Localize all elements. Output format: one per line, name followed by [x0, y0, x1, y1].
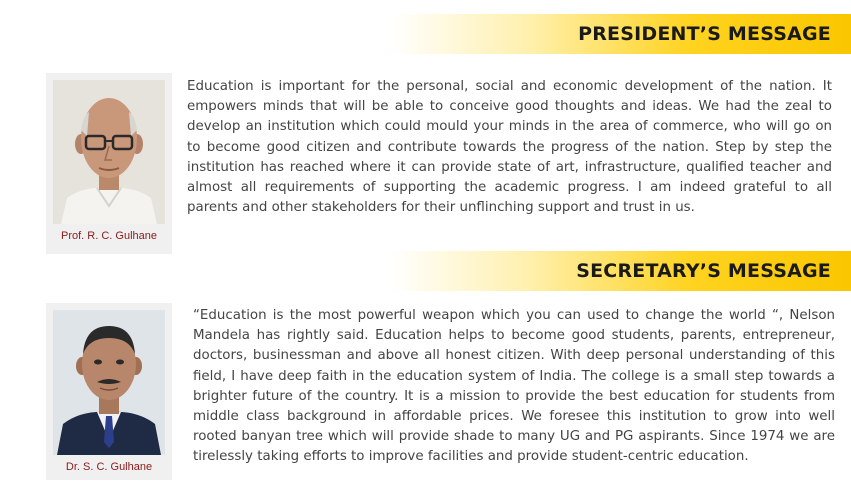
president-header: [390, 14, 851, 54]
president-photo: [53, 80, 165, 224]
secretary-photo: [53, 310, 165, 455]
secretary-message: “Education is the most powerful weapon which you can used to change the world “, Nelson Mandela has rightly said. Education helps to become good students, parents, entrepreneur, doctors, businessman and above all honest citizen. With deep personal understanding of this field, I have deep faith in the education system of India. The college is a small step towards a brighter future of the country. It is a mission to provide the best education for students from middle class background in affordable prices. We foresee this institution to grow into well rooted banyan tree which will provide shade to many UG and PG aspirants. Since 1974 we are tirelessly taking efforts to improve facilities and provide student-centric education.: [193, 308, 835, 465]
president-name: Prof. R. C. Gulhane: [61, 230, 157, 242]
secretary-name: Dr. S. C. Gulhane: [65, 461, 153, 473]
president-portrait-icon: [53, 80, 165, 224]
secretary-heading: SECRETARY’S MESSAGE: [576, 260, 831, 282]
secretary-photo-card: [46, 303, 172, 480]
secretary-portrait-icon: [53, 310, 165, 455]
president-message: Education is important for the personal, social and economic development of the nation. It empowers minds that will be able to conceive good thoughts and ideas. We had the zeal to develop an institution which could mould your minds in the area of commerce, who will go on to become good citizen and contribute towards the progress of the nation. Step by step the institution has reached where it can provide state of art, infrastructure, qualified teacher and almost all requirements of supporting the academic progress. I am indeed grateful to all parents and other stakeholders for their unflinching support and trust in us.: [187, 79, 832, 216]
president-heading: PRESIDENT’S MESSAGE: [578, 23, 831, 45]
president-photo-card: [46, 73, 172, 254]
secretary-header: [390, 251, 851, 291]
